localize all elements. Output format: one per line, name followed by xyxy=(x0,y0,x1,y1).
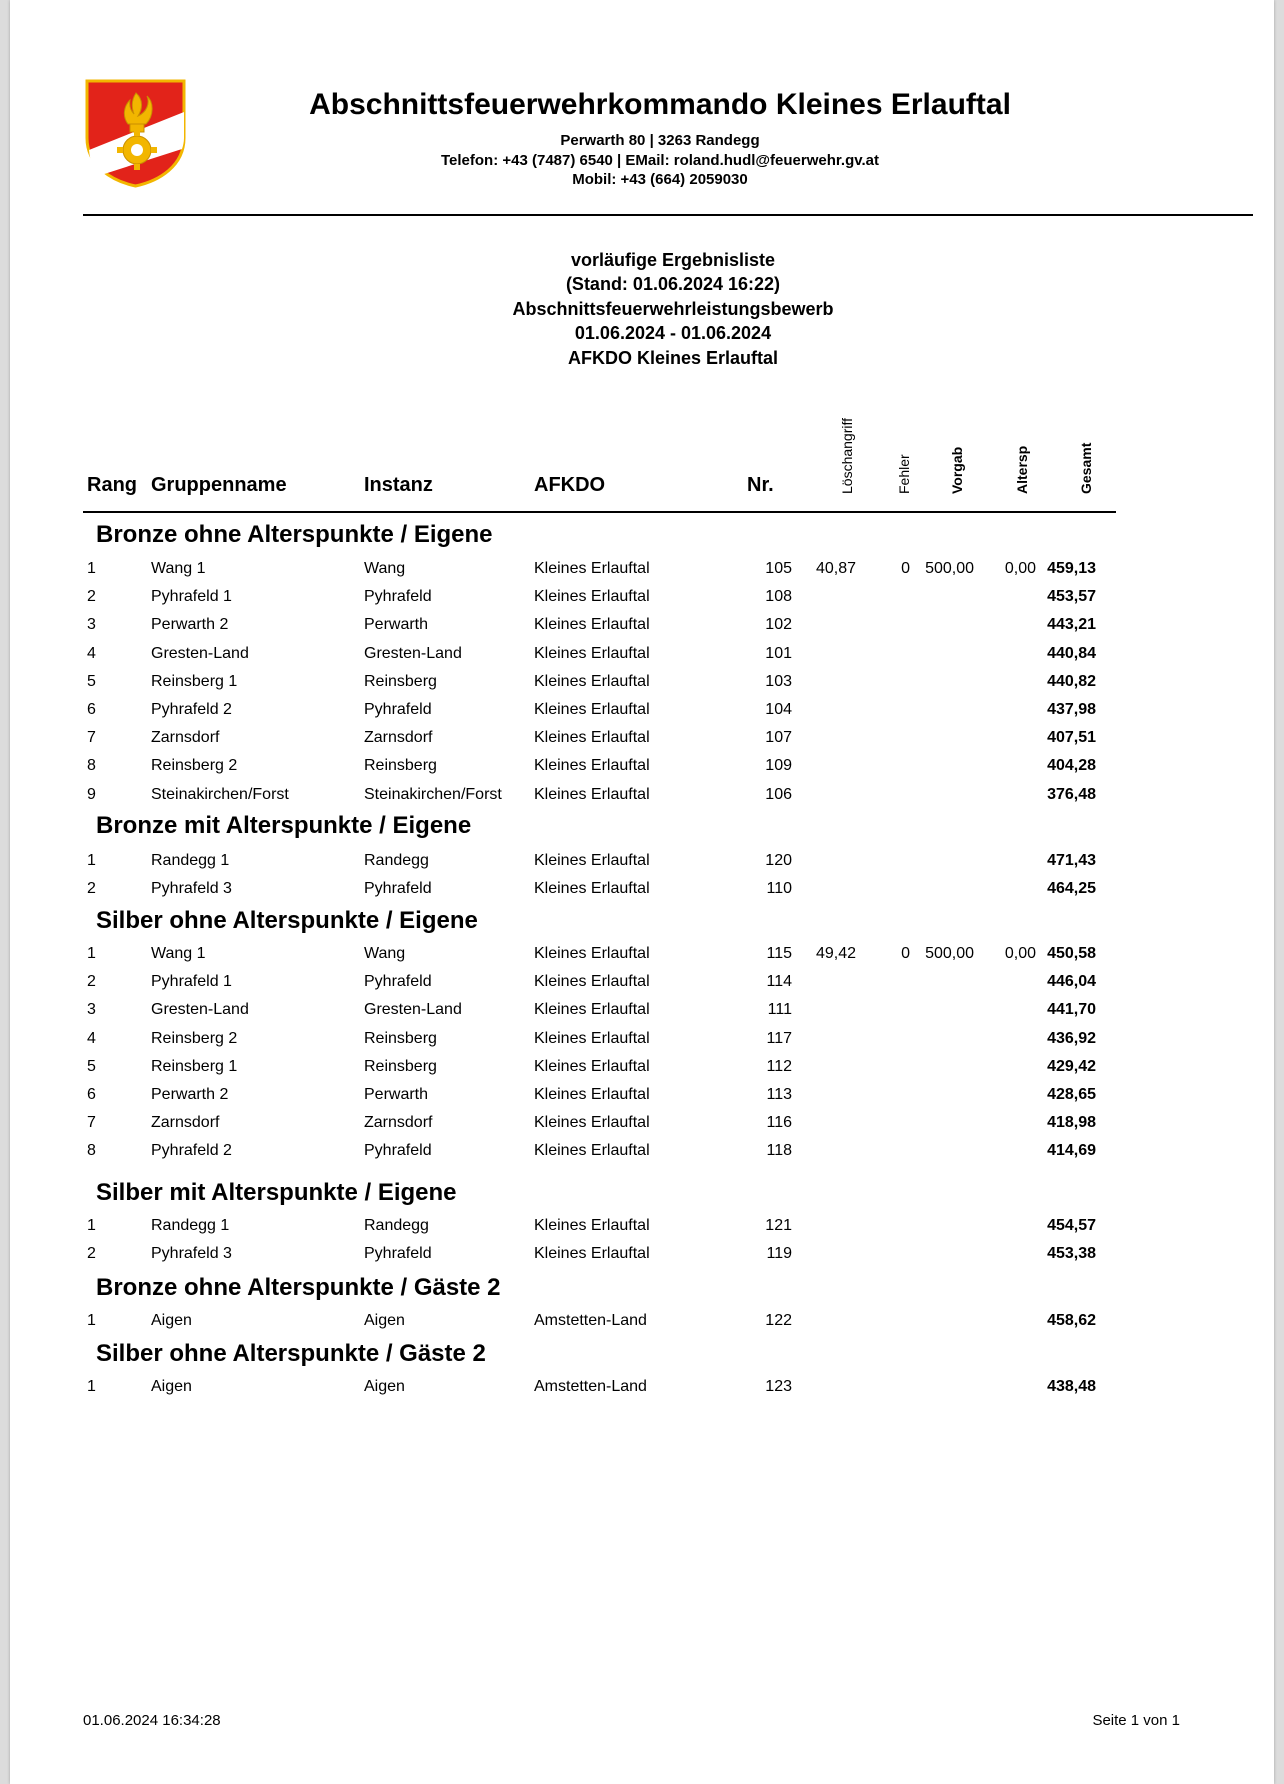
instanz-cell: Perwarth xyxy=(364,616,429,634)
gesamt-cell: 454,57 xyxy=(1047,1217,1096,1234)
fehler-cell: 0 xyxy=(901,560,910,577)
afkdo-cell: Kleines Erlauftal xyxy=(534,1057,650,1075)
gesamt-cell: 437,98 xyxy=(1047,701,1096,718)
section-title: Silber ohne Alterspunkte / Eigene xyxy=(96,907,478,934)
gesamt-cell: 376,48 xyxy=(1047,785,1096,803)
instanz-cell: Reinsberg xyxy=(364,672,437,690)
instanz-cell: Zarnsdorf xyxy=(364,1114,433,1132)
afkdo-cell: Kleines Erlauftal xyxy=(534,1086,650,1103)
nr-cell: 122 xyxy=(765,1312,792,1329)
rang-cell: 8 xyxy=(87,757,96,775)
gesamt-cell: 446,04 xyxy=(1047,973,1096,991)
gesamt-cell: 407,51 xyxy=(1047,729,1096,747)
col-header-loeschangriff: Löschangriff xyxy=(839,417,855,494)
group-name-cell: Perwarth 2 xyxy=(151,1086,229,1103)
rang-cell: 5 xyxy=(87,672,96,690)
group-name-cell: Pyhrafeld 2 xyxy=(151,1142,232,1160)
loeschangriff-cell: 49,42 xyxy=(815,945,856,962)
instanz-cell: Gresten-Land xyxy=(364,644,462,662)
instanz-cell: Gresten-Land xyxy=(364,1001,462,1019)
group-name-cell: Steinakirchen/Forst xyxy=(151,785,289,803)
nr-cell: 120 xyxy=(765,852,792,869)
section-title: Silber ohne Alterspunkte / Gäste 2 xyxy=(96,1340,486,1367)
group-name-cell: Reinsberg 1 xyxy=(151,672,238,690)
gesamt-cell: 443,21 xyxy=(1047,616,1096,634)
rang-cell: 7 xyxy=(87,729,96,747)
afkdo-cell: Kleines Erlauftal xyxy=(534,729,650,747)
instanz-cell: Pyhrafeld xyxy=(364,701,432,718)
col-header-nr: Nr. xyxy=(747,474,774,496)
gesamt-cell: 404,28 xyxy=(1047,757,1096,775)
afkdo-cell: Kleines Erlauftal xyxy=(534,945,650,962)
afkdo-cell: Kleines Erlauftal xyxy=(534,616,650,634)
col-header-gesamt: Gesamt xyxy=(1078,442,1094,494)
report-competition: Abschnittsfeuerwehrleistungsbewerb xyxy=(512,299,834,319)
instanz-cell: Pyhrafeld xyxy=(364,880,432,898)
group-name-cell: Gresten-Land xyxy=(151,1001,249,1019)
rang-cell: 1 xyxy=(87,945,96,962)
afkdo-cell: Kleines Erlauftal xyxy=(534,672,650,690)
nr-cell: 101 xyxy=(765,644,792,662)
instanz-cell: Randegg xyxy=(364,1217,429,1234)
rang-cell: 1 xyxy=(87,1378,96,1395)
gesamt-cell: 464,25 xyxy=(1047,880,1096,898)
group-name-cell: Aigen xyxy=(151,1312,192,1329)
page-number: Seite 1 von 1 xyxy=(1092,1712,1180,1729)
rang-cell: 1 xyxy=(87,1312,96,1329)
nr-cell: 104 xyxy=(765,701,792,718)
gesamt-cell: 428,65 xyxy=(1047,1086,1096,1103)
nr-cell: 112 xyxy=(766,1057,792,1075)
document-page xyxy=(10,0,1274,1784)
afkdo-cell: Kleines Erlauftal xyxy=(534,785,650,803)
report-title: vorläufige Ergebnisliste xyxy=(570,250,776,270)
instanz-cell: Pyhrafeld xyxy=(364,1142,432,1160)
afkdo-cell: Kleines Erlauftal xyxy=(534,560,650,577)
group-name-cell: Pyhrafeld 2 xyxy=(151,701,232,718)
fehler-cell: 0 xyxy=(901,945,910,962)
group-name-cell: Zarnsdorf xyxy=(151,1114,220,1132)
group-name-cell: Wang 1 xyxy=(151,560,206,577)
section-title: Bronze mit Alterspunkte / Eigene xyxy=(96,812,472,839)
instanz-cell: Pyhrafeld xyxy=(364,588,432,606)
group-name-cell: Reinsberg 1 xyxy=(151,1057,238,1075)
group-name-cell: Perwarth 2 xyxy=(151,616,229,634)
instanz-cell: Reinsberg xyxy=(364,1029,437,1047)
gesamt-cell: 436,92 xyxy=(1047,1029,1096,1047)
afkdo-cell: Kleines Erlauftal xyxy=(534,1001,650,1019)
nr-cell: 119 xyxy=(766,1245,792,1263)
col-header-gruppenname: Gruppenname xyxy=(151,474,287,496)
group-name-cell: Pyhrafeld 1 xyxy=(151,588,232,606)
print-timestamp: 01.06.2024 16:34:28 xyxy=(83,1712,221,1729)
nr-cell: 107 xyxy=(765,729,792,747)
instanz-cell: Aigen xyxy=(364,1312,405,1329)
rang-cell: 6 xyxy=(87,701,96,718)
nr-cell: 113 xyxy=(766,1086,792,1103)
nr-cell: 115 xyxy=(766,945,792,962)
group-name-cell: Zarnsdorf xyxy=(151,729,220,747)
table-header-divider xyxy=(83,511,1116,513)
group-name-cell: Pyhrafeld 3 xyxy=(151,1245,232,1263)
nr-cell: 109 xyxy=(765,757,792,775)
section-title: Bronze ohne Alterspunkte / Gäste 2 xyxy=(96,1274,501,1301)
section-title: Silber mit Alterspunkte / Eigene xyxy=(96,1179,457,1206)
rang-cell: 3 xyxy=(87,1001,96,1019)
nr-cell: 118 xyxy=(766,1142,792,1160)
gesamt-cell: 471,43 xyxy=(1047,852,1096,869)
rang-cell: 3 xyxy=(87,616,96,634)
nr-cell: 117 xyxy=(766,1029,792,1047)
rang-cell: 2 xyxy=(87,973,96,991)
col-header-fehler: Fehler xyxy=(896,454,912,494)
afkdo-cell: Kleines Erlauftal xyxy=(534,1217,650,1234)
afkdo-cell: Kleines Erlauftal xyxy=(534,1142,650,1160)
col-header-altersp: Altersp xyxy=(1014,445,1030,494)
col-header-afkdo: AFKDO xyxy=(534,474,606,496)
col-header-vorgab: Vorgab xyxy=(949,446,965,494)
rang-cell: 2 xyxy=(87,1245,96,1263)
report-organizer: AFKDO Kleines Erlauftal xyxy=(567,348,779,368)
address: Perwarth 80 | 3263 Randegg xyxy=(560,132,760,149)
instanz-cell: Pyhrafeld xyxy=(364,1245,432,1263)
rang-cell: 2 xyxy=(87,588,96,606)
rang-cell: 7 xyxy=(87,1114,96,1132)
col-header-instanz: Instanz xyxy=(364,474,433,496)
instanz-cell: Pyhrafeld xyxy=(364,973,432,991)
rang-cell: 9 xyxy=(87,785,96,803)
group-name-cell: Gresten-Land xyxy=(151,644,249,662)
afkdo-cell: Kleines Erlauftal xyxy=(534,1114,650,1132)
rang-cell: 8 xyxy=(87,1142,96,1160)
nr-cell: 116 xyxy=(766,1114,792,1132)
phone-email: Telefon: +43 (7487) 6540 | EMail: roland.hudl@feuerwehr.gv.at xyxy=(441,152,879,169)
gesamt-cell: 459,13 xyxy=(1047,560,1096,577)
group-name-cell: Reinsberg 2 xyxy=(151,757,238,775)
gesamt-cell: 440,82 xyxy=(1047,672,1096,690)
section-title: Bronze ohne Alterspunkte / Eigene xyxy=(96,521,493,548)
nr-cell: 111 xyxy=(767,1001,792,1019)
instanz-cell: Zarnsdorf xyxy=(364,729,433,747)
nr-cell: 114 xyxy=(766,973,792,991)
afkdo-cell: Kleines Erlauftal xyxy=(534,1245,650,1263)
afkdo-cell: Kleines Erlauftal xyxy=(534,1029,650,1047)
header-divider xyxy=(83,214,1253,216)
nr-cell: 106 xyxy=(765,785,792,803)
nr-cell: 105 xyxy=(765,560,792,577)
gesamt-cell: 453,57 xyxy=(1047,588,1096,606)
nr-cell: 103 xyxy=(765,672,792,690)
afkdo-cell: Kleines Erlauftal xyxy=(534,588,650,606)
instanz-cell: Aigen xyxy=(364,1378,405,1395)
nr-cell: 121 xyxy=(765,1217,792,1234)
instanz-cell: Reinsberg xyxy=(364,1057,437,1075)
instanz-cell: Perwarth xyxy=(364,1086,429,1103)
gesamt-cell: 418,98 xyxy=(1047,1114,1096,1132)
instanz-cell: Steinakirchen/Forst xyxy=(364,785,502,803)
afkdo-cell: Kleines Erlauftal xyxy=(534,701,650,718)
rang-cell: 5 xyxy=(87,1057,96,1075)
instanz-cell: Reinsberg xyxy=(364,757,437,775)
rang-cell: 1 xyxy=(87,560,96,577)
instanz-cell: Wang xyxy=(364,945,406,962)
instanz-cell: Randegg xyxy=(364,852,429,869)
afkdo-cell: Kleines Erlauftal xyxy=(534,757,650,775)
afkdo-cell: Kleines Erlauftal xyxy=(534,880,650,898)
rang-cell: 2 xyxy=(87,880,96,898)
group-name-cell: Reinsberg 2 xyxy=(151,1029,238,1047)
rang-cell: 6 xyxy=(87,1086,96,1103)
gesamt-cell: 453,38 xyxy=(1047,1245,1096,1263)
organization-name: Abschnittsfeuerwehrkommando Kleines Erlauftal xyxy=(309,88,1011,121)
loeschangriff-cell: 40,87 xyxy=(815,560,856,577)
group-name-cell: Wang 1 xyxy=(151,945,206,962)
gesamt-cell: 438,48 xyxy=(1047,1378,1096,1395)
group-name-cell: Randegg 1 xyxy=(151,852,230,869)
group-name-cell: Pyhrafeld 3 xyxy=(151,880,232,898)
group-name-cell: Pyhrafeld 1 xyxy=(151,973,232,991)
col-header-rang: Rang xyxy=(87,474,137,496)
gesamt-cell: 414,69 xyxy=(1047,1142,1096,1160)
instanz-cell: Wang xyxy=(364,560,406,577)
nr-cell: 123 xyxy=(765,1378,792,1395)
afkdo-cell: Amstetten-Land xyxy=(534,1378,647,1395)
rang-cell: 1 xyxy=(87,852,96,869)
gesamt-cell: 429,42 xyxy=(1047,1057,1096,1075)
vorgab-cell: 500,00 xyxy=(925,945,974,962)
nr-cell: 102 xyxy=(765,616,792,634)
afkdo-cell: Kleines Erlauftal xyxy=(534,852,650,869)
afkdo-cell: Kleines Erlauftal xyxy=(534,973,650,991)
gesamt-cell: 440,84 xyxy=(1047,644,1096,662)
mobile: Mobil: +43 (664) 2059030 xyxy=(572,171,748,188)
report-dates: 01.06.2024 - 01.06.2024 xyxy=(574,323,772,343)
group-name-cell: Aigen xyxy=(151,1378,192,1395)
gesamt-cell: 450,58 xyxy=(1047,945,1096,962)
rang-cell: 4 xyxy=(87,644,96,662)
nr-cell: 108 xyxy=(765,588,792,606)
gesamt-cell: 441,70 xyxy=(1047,1001,1096,1019)
afkdo-cell: Amstetten-Land xyxy=(534,1312,647,1329)
gesamt-cell: 458,62 xyxy=(1047,1312,1096,1329)
altersp-cell: 0,00 xyxy=(1004,945,1036,962)
rang-cell: 4 xyxy=(87,1029,96,1047)
vorgab-cell: 500,00 xyxy=(925,560,974,577)
altersp-cell: 0,00 xyxy=(1004,560,1036,577)
nr-cell: 110 xyxy=(766,880,792,898)
rang-cell: 1 xyxy=(87,1217,96,1234)
report-status: (Stand: 01.06.2024 16:22) xyxy=(565,274,781,294)
afkdo-cell: Kleines Erlauftal xyxy=(534,644,650,662)
group-name-cell: Randegg 1 xyxy=(151,1217,230,1234)
